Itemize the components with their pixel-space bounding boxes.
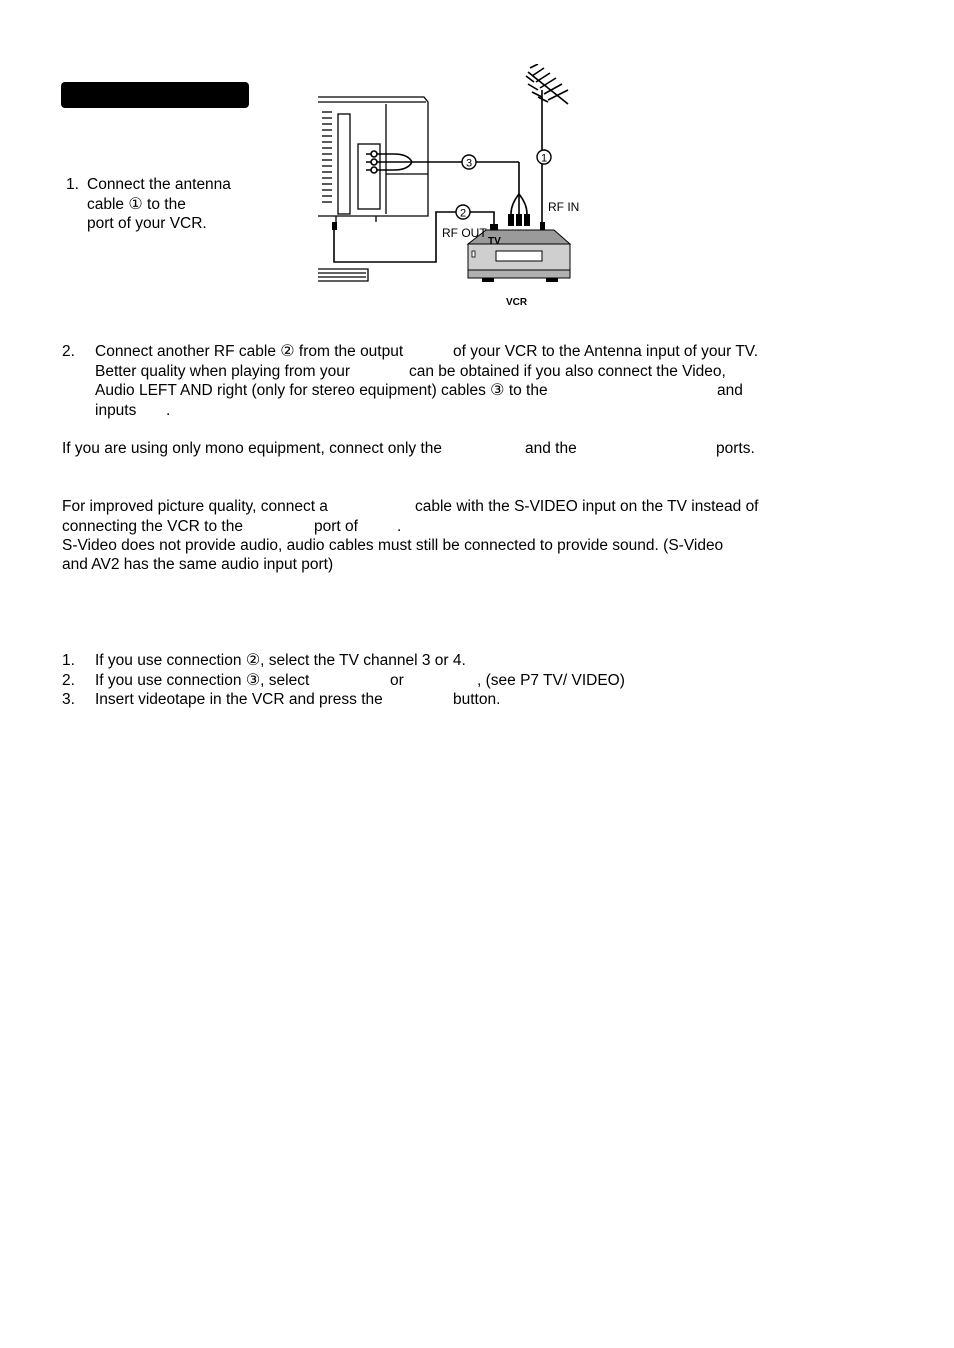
playback-1-pre: If you use connection bbox=[95, 652, 242, 669]
svg-text:3: 3 bbox=[465, 157, 473, 170]
step2-line3 bbox=[95, 381, 548, 401]
step2-l4-pre: inputs bbox=[95, 402, 137, 419]
callout-3 bbox=[462, 155, 476, 170]
vcr-connection-diagram bbox=[316, 64, 598, 322]
step2-l1-pre: Connect another RF cable bbox=[95, 343, 276, 360]
playback-1-circle: ② bbox=[245, 652, 261, 669]
step1-number: 1. bbox=[66, 176, 79, 193]
step2-line1-pre bbox=[95, 342, 403, 362]
playback-2-mid2: or bbox=[390, 672, 404, 689]
playback-2-mid1: , select bbox=[260, 672, 310, 689]
callout-2 bbox=[456, 205, 470, 220]
step2-l4-post: . bbox=[166, 402, 171, 419]
step1-line3: port of your VCR. bbox=[87, 215, 207, 232]
step2-l3-pre: Audio LEFT AND right (only for stereo equipment) cables bbox=[95, 382, 486, 399]
step2-l2-post: can be obtained if you also connect the Video, bbox=[409, 363, 726, 380]
svg-text:1: 1 bbox=[540, 152, 548, 165]
playback-1-text bbox=[95, 651, 466, 671]
step1-line1: Connect the antenna bbox=[87, 176, 231, 193]
svideo-l1-post: cable with the S-VIDEO input on the TV instead of bbox=[415, 498, 759, 515]
label-rf-in: RF IN bbox=[548, 200, 580, 214]
step2-l3-mid: to the bbox=[508, 382, 548, 399]
step1-line2 bbox=[87, 195, 186, 215]
mono-pre: If you are using only mono equipment, connect only the bbox=[62, 440, 442, 457]
playback-2-pre: If you use connection bbox=[95, 672, 242, 689]
label-rf-out: RF OUT bbox=[442, 226, 487, 240]
tv-vents bbox=[322, 112, 332, 202]
callout-circle-3: ③ bbox=[490, 382, 505, 399]
playback-2-number: 2. bbox=[62, 672, 75, 689]
step2-l1-post: of your VCR to the Antenna input of your TV. bbox=[453, 343, 759, 360]
step2-l3-post: and bbox=[717, 382, 743, 399]
tv-port-panel bbox=[338, 114, 350, 214]
svideo-l2-pre: connecting the VCR to the bbox=[62, 518, 243, 535]
playback-2-text bbox=[95, 671, 309, 691]
step1-line2-pre: cable bbox=[87, 196, 125, 213]
svideo-l2-mid: port of bbox=[314, 518, 358, 535]
mono-post: ports. bbox=[716, 440, 755, 457]
svideo-l3: S-Video does not provide audio, audio cables must still be connected to provide sound. (S-Video bbox=[62, 537, 724, 554]
playback-3-number: 3. bbox=[62, 691, 75, 708]
step2-l2-pre: Better quality when playing from your bbox=[95, 363, 351, 380]
playback-1-number: 1. bbox=[62, 652, 75, 669]
step1-line2-post: to the bbox=[147, 196, 186, 213]
label-vcr: VCR bbox=[506, 297, 528, 308]
playback-2-circle: ③ bbox=[245, 672, 261, 689]
tv-stand bbox=[318, 269, 368, 281]
playback-3-post: button. bbox=[453, 691, 501, 708]
label-tv: TV bbox=[488, 236, 501, 247]
callout-circle-1: ① bbox=[128, 196, 143, 213]
playback-3-pre: Insert videotape in the VCR and press the bbox=[95, 691, 383, 708]
playback-2-post: , (see P7 TV/ VIDEO) bbox=[477, 672, 625, 689]
svg-text:2: 2 bbox=[459, 207, 467, 220]
svideo-l1-pre: For improved picture quality, connect a bbox=[62, 498, 328, 515]
section-header-bar bbox=[61, 82, 249, 108]
callout-circle-2: ② bbox=[280, 343, 295, 360]
mono-mid: and the bbox=[525, 440, 577, 457]
svideo-l4: and AV2 has the same audio input port) bbox=[62, 556, 334, 573]
svideo-l2-post: . bbox=[397, 518, 402, 535]
playback-1-post: , select the TV channel 3 or 4. bbox=[260, 652, 466, 669]
step2-l1-mid: from the output bbox=[298, 343, 404, 360]
callout-1 bbox=[537, 150, 551, 165]
step2-number: 2. bbox=[62, 343, 75, 360]
